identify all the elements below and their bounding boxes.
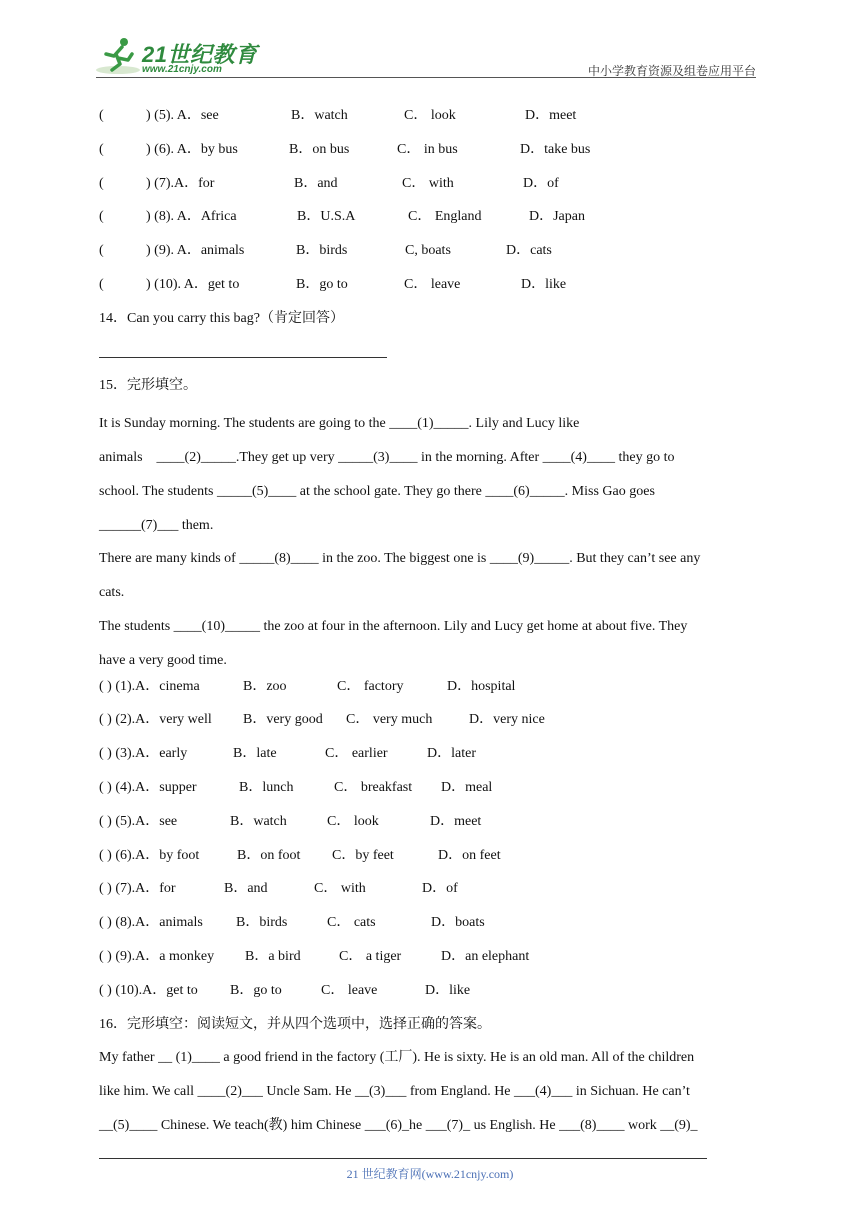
option-a: ) (10). A．get to xyxy=(146,276,240,292)
passage-line: There are many kinds of _____(8)____ in the zoo. The biggest one is ____(9)_____. But they can’t see any xyxy=(99,551,701,567)
option-d: D．like xyxy=(425,982,471,998)
option-d: D．hospital xyxy=(447,678,516,694)
option-c: C．by feet xyxy=(332,847,394,863)
option-b: B．zoo xyxy=(243,678,287,694)
q15-option-row xyxy=(99,674,759,708)
option-b: B．go to xyxy=(296,276,348,292)
option-c: C． very much xyxy=(346,712,433,728)
q13-option-row xyxy=(99,137,759,171)
passage-line: have a very good time. xyxy=(99,652,227,668)
option-a: ) (5). A．see xyxy=(146,108,219,123)
option-b: B．birds xyxy=(296,243,348,259)
option-c: C． in bus xyxy=(397,141,458,157)
option-b: B．and xyxy=(294,175,338,191)
option-b: B．watch xyxy=(291,108,348,123)
question-14: 14．Can you carry this bag?（肯定回答） xyxy=(99,310,344,326)
site-logo xyxy=(94,36,264,78)
q15-options xyxy=(99,674,759,1012)
option-c: C． leave xyxy=(321,982,378,998)
option-b: B．on bus xyxy=(289,141,350,157)
option-a: ( ) (6).A．by foot xyxy=(99,847,200,863)
q15-option-row xyxy=(99,944,759,978)
passage-line: school. The students _____(5)____ at the school gate. They go there ____(6)_____. Miss Gao goes xyxy=(99,483,655,499)
option-c: C． look xyxy=(404,108,456,123)
question-16-title: 16．完形填空：阅读短文，并从四个选项中，选择正确的答案。 xyxy=(99,1016,491,1032)
option-c: C． factory xyxy=(337,678,404,694)
header-divider xyxy=(96,77,756,78)
q13-option-row xyxy=(99,103,759,137)
answer-paren: ( xyxy=(99,175,104,191)
worksheet-content xyxy=(99,103,759,1143)
passage-line: __(5)____ Chinese. We teach(教) him Chinese ___(6)_he ___(7)_ us English. He ___(8)____ work __(9)_ xyxy=(99,1117,698,1133)
footer-text: 21 世纪教育网(www.21cnjy.com) xyxy=(346,1167,514,1181)
option-d: D．boats xyxy=(431,915,485,931)
option-c: C． a tiger xyxy=(339,948,402,964)
option-d: D．cats xyxy=(506,243,552,259)
option-b: B．go to xyxy=(230,982,282,998)
passage-line: It is Sunday morning. The students are going to the ____(1)_____. Lily and Lucy like xyxy=(99,416,580,432)
q15-option-row xyxy=(99,978,759,1012)
option-a: ( ) (5).A．see xyxy=(99,813,178,829)
q14-answer-line xyxy=(99,357,387,358)
option-c: C． leave xyxy=(404,276,461,292)
option-d: D．very nice xyxy=(469,712,545,728)
option-a: ( ) (2).A．very well xyxy=(99,712,212,728)
option-b: B．U.S.A xyxy=(297,209,356,225)
q13-option-row xyxy=(99,204,759,238)
option-c: C． cats xyxy=(327,915,376,931)
question-15-title: 15．完形填空。 xyxy=(99,378,197,394)
option-a: ( ) (9).A．a monkey xyxy=(99,948,215,964)
option-b: B．on foot xyxy=(237,847,301,863)
q16-passage xyxy=(99,1041,759,1142)
option-d: D．on feet xyxy=(438,847,501,863)
q15-option-row xyxy=(99,843,759,877)
option-d: D．meet xyxy=(525,108,577,123)
option-a: ( ) (1).A．cinema xyxy=(99,678,200,694)
option-c: C． breakfast xyxy=(334,779,413,795)
option-a: ( ) (10).A．get to xyxy=(99,982,198,998)
option-b: B．watch xyxy=(230,813,287,829)
q15-option-row xyxy=(99,910,759,944)
option-a: ( ) (7).A．for xyxy=(99,881,176,897)
passage-line: My father __ (1)____ a good friend in the factory (工厂). He is sixty. He is an old man. All of the children xyxy=(99,1050,695,1066)
q13-option-row xyxy=(99,171,759,205)
option-c: C． with xyxy=(314,881,366,897)
option-a: ) (8). A．Africa xyxy=(146,209,237,225)
answer-paren: ( xyxy=(99,243,104,259)
passage-line: ______(7)___ them. xyxy=(99,517,214,533)
logo-url: www.21cnjy.com xyxy=(142,64,222,75)
option-d: D．Japan xyxy=(529,209,585,225)
q15-option-row xyxy=(99,876,759,910)
option-d: D．of xyxy=(422,881,458,897)
footer-divider xyxy=(99,1158,707,1159)
runner-logo-icon xyxy=(94,36,140,76)
option-a: ) (7).A．for xyxy=(146,175,215,191)
option-b: B．lunch xyxy=(239,779,294,795)
option-c: C． earlier xyxy=(325,746,388,762)
passage-line: The students ____(10)_____ the zoo at four in the afternoon. Lily and Lucy get home at about five. They xyxy=(99,618,688,634)
option-d: D．meet xyxy=(430,813,482,829)
option-a: ) (9). A．animals xyxy=(146,243,245,259)
q15-option-row xyxy=(99,809,759,843)
option-d: D．take bus xyxy=(520,141,591,157)
answer-paren: ( xyxy=(99,108,104,123)
option-a: ( ) (8).A．animals xyxy=(99,915,203,931)
answer-paren: ( xyxy=(99,276,104,292)
passage-line: animals ____(2)_____.They get up very _____(3)____ in the morning. After ____(4)____ they go to xyxy=(99,449,675,465)
option-b: B．birds xyxy=(236,915,288,931)
q15-option-row xyxy=(99,707,759,741)
option-a: ( ) (3).A．early xyxy=(99,746,188,762)
option-d: D．later xyxy=(427,746,476,762)
option-c: C． look xyxy=(327,813,379,829)
logo-text: 21世纪教育 xyxy=(142,42,258,67)
option-b: B．a bird xyxy=(245,948,301,964)
passage-line: cats. xyxy=(99,585,125,601)
option-c: C, boats xyxy=(405,243,451,259)
q13-option-row xyxy=(99,272,759,306)
option-d: D．meal xyxy=(441,779,493,795)
q13-option-row xyxy=(99,238,759,272)
option-c: C． England xyxy=(408,209,482,225)
option-d: D．like xyxy=(521,276,567,292)
option-b: B．late xyxy=(233,746,277,762)
option-b: B．and xyxy=(224,881,268,897)
header-platform-text: 中小学教育资源及组卷应用平台 xyxy=(587,64,756,78)
q15-passage xyxy=(99,407,759,677)
passage-line: like him. We call ____(2)___ Uncle Sam. He __(3)___ from England. He ___(4)___ in Sichuan. He can’t xyxy=(99,1084,690,1100)
answer-paren: ( xyxy=(99,209,104,225)
answer-paren: ( xyxy=(99,141,104,157)
q15-option-row xyxy=(99,741,759,775)
option-c: C． with xyxy=(402,175,454,191)
option-d: D．an elephant xyxy=(441,948,530,964)
option-a: ) (6). A．by bus xyxy=(146,141,238,157)
option-a: ( ) (4).A．supper xyxy=(99,779,197,795)
option-b: B．very good xyxy=(243,712,323,728)
q15-option-row xyxy=(99,775,759,809)
option-d: D．of xyxy=(523,175,559,191)
page-header xyxy=(0,0,860,80)
